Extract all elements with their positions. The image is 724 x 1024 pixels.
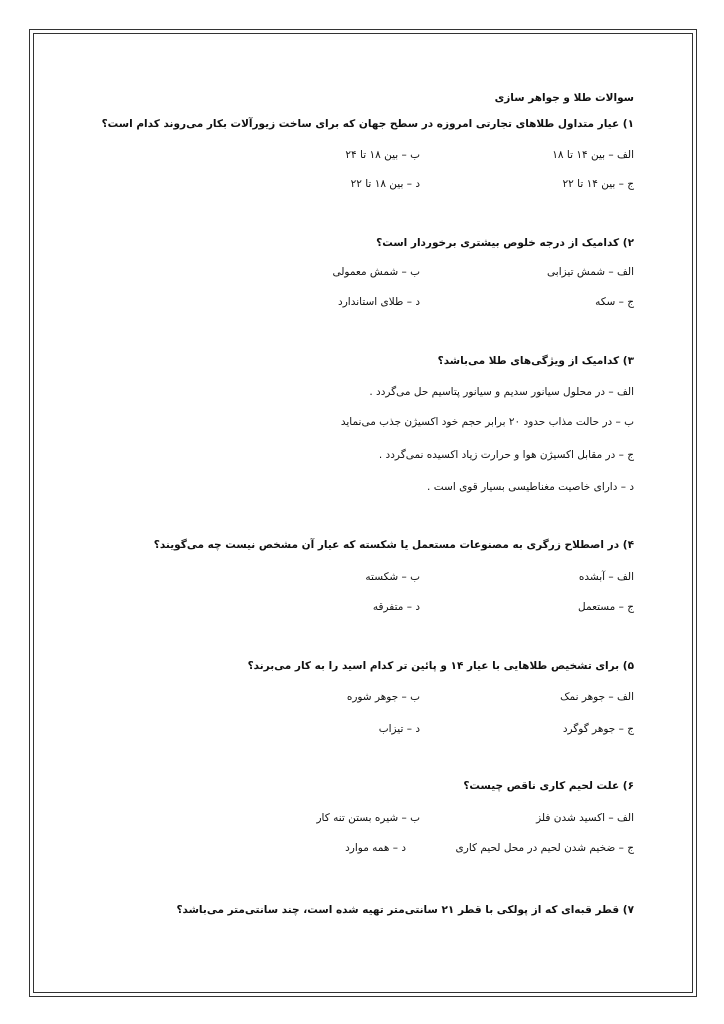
q2-option-c: ج – سکه: [595, 296, 634, 308]
q6-option-b: ب – شیره بستن تنه کار: [316, 812, 420, 824]
q4-option-a: الف – آبشده: [578, 571, 634, 583]
q3-option-a: الف – در محلول سیانور سدیم و سیانور پتاسیم حل می‌گردد .: [369, 386, 634, 398]
question-4: ۴) در اصطلاح زرگری به مصنوعات مستعمل یا شکسته که عیار آن مشخص نیست چه می‌گویند؟: [153, 539, 634, 551]
document-title: سوالات طلا و جواهر سازی: [494, 92, 634, 104]
question-5: ۵) برای تشخیص طلاهایی با عیار ۱۴ و پائین تر کدام اسید را به کار می‌برند؟: [247, 660, 634, 672]
question-6: ۶) علت لحیم کاری ناقص چیست؟: [463, 780, 634, 792]
q5-option-c: ج – جوهر گوگرد: [562, 723, 634, 735]
q3-option-b: ب – در حالت مذاب حدود ۲۰ برابر حجم خود اکسیژن جذب می‌نماید: [340, 416, 634, 428]
q5-option-d: د – تیزاب: [378, 723, 420, 735]
question-2: ۲) کدامیک از درجه خلوص بیشتری برخوردار است؟: [376, 237, 634, 249]
q1-option-c: ج – بین ۱۴ تا ۲۲: [562, 178, 634, 190]
q6-option-a: الف – اکسید شدن فلز: [536, 812, 634, 824]
q1-option-d: د – بین ۱۸ تا ۲۲: [350, 178, 420, 190]
question-1: ۱) عیار متداول طلاهای تجارتی امروزه در سطح جهان که برای ساخت زیورآلات بکار می‌روند کدام است؟: [101, 118, 634, 130]
q6-option-d: د – همه موارد: [345, 842, 406, 854]
q2-option-d: د – طلای استاندارد: [338, 296, 420, 308]
q3-option-d: د – دارای خاصیت مغناطیسی بسیار قوی است .: [427, 481, 634, 493]
q4-option-c: ج – مستعمل: [578, 601, 634, 613]
q3-option-c: ج – در مقابل اکسیژن هوا و حرارت زیاد اکسیده نمی‌گردد .: [378, 449, 634, 461]
q2-option-a: الف – شمش تیزابی: [547, 266, 634, 278]
q6-option-c: ج – ضخیم شدن لحیم در محل لحیم کاری: [455, 842, 634, 854]
q1-option-a: الف – بین ۱۴ تا ۱۸: [552, 149, 634, 161]
question-3: ۳) کدامیک از ویژگی‌های طلا می‌باشد؟: [437, 355, 634, 367]
question-7: ۷) قطر قبه‌ای که از پولکی با قطر ۲۱ سانتی‌متر تهیه شده است، چند سانتی‌متر می‌باشد؟: [176, 904, 634, 916]
q4-option-d: د – متفرقه: [372, 601, 420, 613]
q5-option-a: الف – جوهر نمک: [560, 691, 634, 703]
q1-option-b: ب – بین ۱۸ تا ۲۴: [345, 149, 420, 161]
q5-option-b: ب – جوهر شوره: [346, 691, 420, 703]
q2-option-b: ب – شمش معمولی: [332, 266, 420, 278]
q4-option-b: ب – شکسته: [365, 571, 420, 583]
